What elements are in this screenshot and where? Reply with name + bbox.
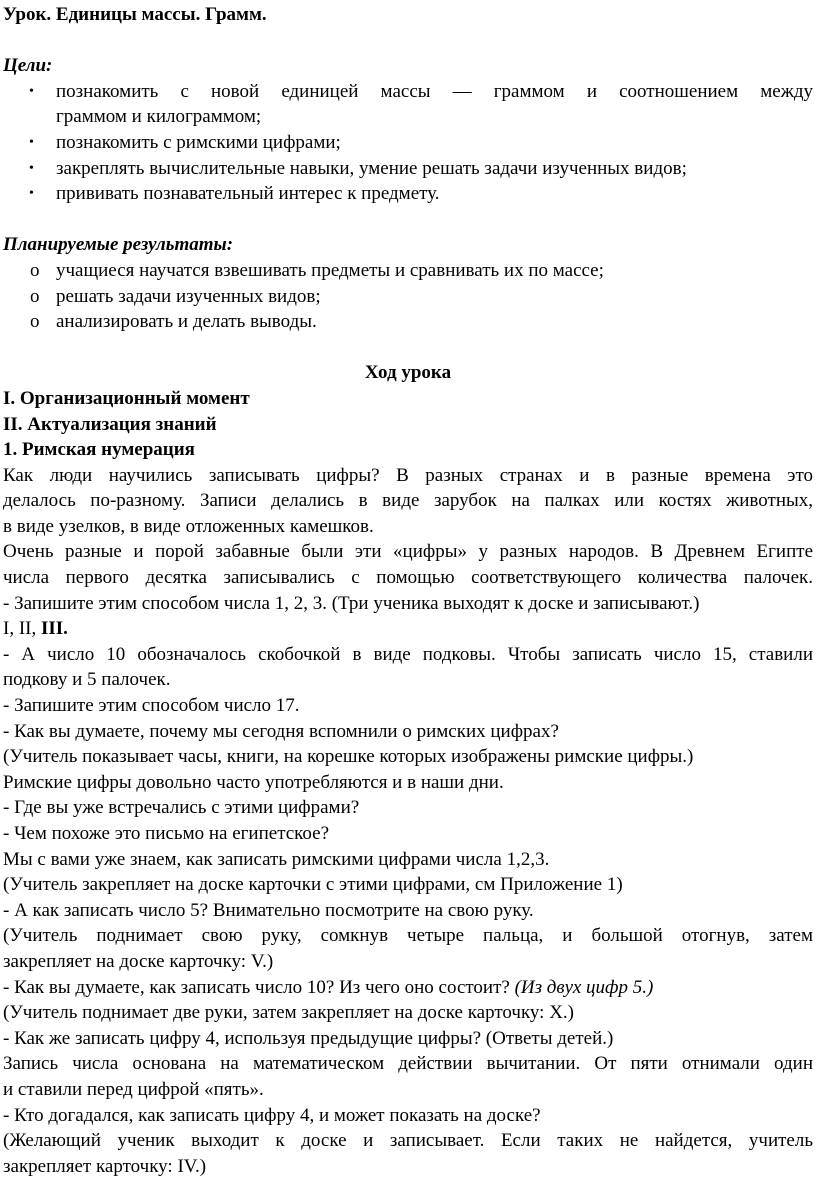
results-list [3,258,816,335]
goal-item [3,156,813,182]
bullet-icon: • [29,83,34,99]
circle-bullet-icon: o [30,285,40,307]
result-text: решать задачи изученных видов; [56,285,321,307]
result-item [3,258,816,284]
paragraph-line: - Кто догадался, как записать цифру 4, и может показать на доске? [3,1104,541,1126]
goal-text-line: граммом и килограммом; [56,106,262,128]
paragraph-line: числа первого десятка записывались с помощью соответствующего количества палочек. [3,567,813,589]
paragraph-line [3,616,816,642]
bullet-icon: • [29,160,34,176]
section-heading: I. Организационный момент [3,387,250,409]
paragraph-line: (Учитель поднимает две руки, затем закрепляет на доске карточку: Х.) [3,1002,575,1024]
roman-numerals-bold: III. [40,618,68,640]
paragraph-line: подкову и 5 палочек. [3,669,171,691]
roman-numerals-text: I, II, [3,618,41,640]
paragraph-line: Римские цифры довольно часто употребляются и в наши дни. [3,771,504,793]
paragraph-line: (Учитель закрепляет на доске карточки с этими цифрами, см Приложение 1) [3,874,623,896]
section-heading: II. Актуализация знаний [3,413,217,435]
goal-item [3,79,813,130]
paragraph-line: Запись числа основана на математическом действии вычитании. От пяти отнимали один [3,1053,813,1075]
result-text: анализировать и делать выводы. [56,311,317,333]
paragraph-line: в виде узелков, в виде отложенных камешков. [3,515,374,537]
goals-list [3,79,816,207]
spacer [3,335,816,361]
paragraph-line: делалось по-разному. Записи делались в виде зарубок на палках или костях животных, [3,490,813,512]
answer-italic: (Из двух цифр 5.) [514,976,654,998]
lesson-title: Урок. Единицы массы. Грамм. [3,4,267,25]
paragraph-line: - Запишите этим способом число 17. [3,695,300,717]
bullet-icon: • [29,186,34,202]
paragraph-line: и ставили перед цифрой «пять». [3,1078,264,1100]
paragraph-line: Очень разные и порой забавные были эти «цифры» у разных народов. В Древнем Египте [3,541,813,563]
paragraph-line: (Учитель поднимает свою руку, сомкнув четыре пальца, и большой отогнув, затем [3,925,813,947]
results-heading: Планируемые результаты: [3,234,234,256]
goal-text: закреплять вычислительные навыки, умение решать задачи изученных видов; [56,157,687,179]
question-text: - Как вы думаете, как записать число 10? Из чего оно состоит? [3,976,515,998]
spacer [3,207,816,233]
result-text: учащиеся научатся взвешивать предметы и сравнивать их по массе; [56,259,604,281]
paragraph-line: Как люди научились записывать цифры? В разных странах и в разные времена это [3,464,813,486]
paragraph-line: - Где вы уже встречались с этими цифрами? [3,797,360,819]
paragraph-line: - Как же записать цифру 4, используя предыдущие цифры? (Ответы детей.) [3,1027,614,1049]
paragraph-line: закрепляет карточку: IV.) [3,1155,207,1177]
goal-item [3,130,813,156]
bullet-icon: • [29,134,34,150]
goal-text-line: познакомить с новой единицей массы — граммом и соотношением между [56,80,813,102]
circle-bullet-icon: o [30,259,40,281]
goal-item [3,181,813,207]
paragraph-line: - А число 10 обозначалось скобочкой в виде подковы. Чтобы записать число 15, ставили [3,643,813,665]
result-item [3,284,816,310]
lesson-plan-heading: Ход урока [364,362,452,384]
paragraph-line: (Желающий ученик выходит к доске и записывает. Если таких не найдется, учитель [3,1130,813,1152]
result-item [3,309,816,335]
subsection-heading: 1. Римская нумерация [3,439,195,461]
paragraph-line: - Чем похоже это письмо на египетское? [3,823,330,844]
paragraph-line: - Как вы думаете, почему мы сегодня вспомнили о римских цифрах? [3,720,559,742]
paragraph-line: (Учитель показывает часы, книги, на корешке которых изображены римские цифры.) [3,746,694,768]
goals-heading: Цели: [3,55,53,77]
paragraph-line [3,975,816,1001]
paragraph-line: - Запишите этим способом числа 1, 2, 3. (Три ученика выходят к доске и записывают.) [3,592,700,614]
paragraph-line: закрепляет на доске карточку: V.) [3,950,274,972]
spacer [3,28,816,54]
goal-text: прививать познавательный интерес к предмету. [56,183,440,205]
paragraph-line: - А как записать число 5? Внимательно посмотрите на свою руку. [3,899,534,921]
paragraph-line: Мы с вами уже знаем, как записать римскими цифрами числа 1,2,3. [3,848,550,870]
circle-bullet-icon: o [30,311,40,333]
goal-text: познакомить с римскими цифрами; [56,131,341,153]
